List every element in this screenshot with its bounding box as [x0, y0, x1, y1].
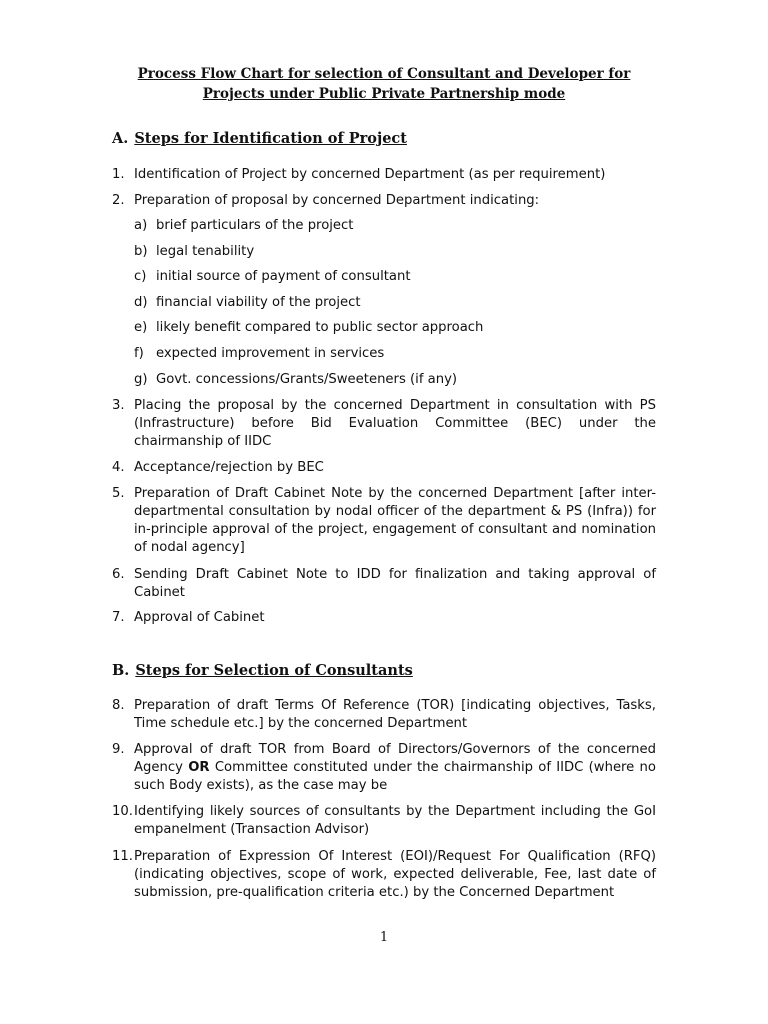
section-b-title: Steps for Selection of Consultants [135, 662, 413, 679]
list-item: 11. Preparation of Expression Of Interest (EOI)/Request For Qualification (RFQ) (indicating objectives, scope of work, expected deliverable, Fee, last date of submission, pre-qualification criteria etc.) by the Concerned Department [112, 849, 656, 900]
list-item: 3. Placing the proposal by the concerned Department in consultation with PS (Infrastructure) before Bid Evaluation Committee (BEC) under the chairmanship of IIDC [112, 398, 656, 449]
sub-item: c) initial source of payment of consultant [134, 269, 411, 284]
list-item: 4. Acceptance/rejection by BEC [112, 460, 324, 475]
title-line-1: Process Flow Chart for selection of Consultant and Developer for [137, 66, 631, 82]
title-line-2: Projects under Public Private Partnership mode [202, 86, 566, 102]
section-a-heading [112, 130, 407, 147]
list-item: 9. Approval of draft TOR from Board of Directors/Governors of the concerned Agency OR Committee constituted under the chairmanship of IIDC (where no such Body exists), as the case may be [112, 742, 656, 793]
sub-item: b) legal tenability [134, 244, 255, 259]
sub-item: a) brief particulars of the project [134, 218, 354, 233]
list-item: 8. Preparation of draft Terms Of Reference (TOR) [indicating objectives, Tasks, Time schedule etc.] by the concerned Department [112, 698, 656, 731]
section-b-heading [112, 662, 413, 679]
sub-item: e) likely benefit compared to public sector approach [134, 320, 484, 335]
page-number: 1 [379, 930, 389, 945]
document-title [100, 64, 668, 104]
list-item: 1. Identification of Project by concerned Department (as per requirement) [112, 167, 606, 182]
list-item: 6. Sending Draft Cabinet Note to IDD for finalization and taking approval of Cabinet [112, 567, 656, 600]
list-item: 2. Preparation of proposal by concerned Department indicating: [112, 193, 540, 208]
section-a-title: Steps for Identification of Project [134, 130, 407, 147]
sub-item: d) financial viability of the project [134, 295, 361, 310]
list-item: 10. Identifying likely sources of consultants by the Department including the GoI empanelment (Transaction Advisor) [112, 804, 656, 837]
sub-item: g) Govt. concessions/Grants/Sweeteners (if any) [134, 372, 458, 387]
section-a-letter: A. [112, 130, 129, 147]
list-item: 5. Preparation of Draft Cabinet Note by the concerned Department [after inter-departmental consultation by nodal officer of the department & PS (Infra)) for in-principle approval of the project, engagement of consultant and nomination of nodal agency] [112, 486, 656, 555]
section-b-letter: B. [112, 662, 130, 679]
list-item: 7. Approval of Cabinet [112, 610, 265, 625]
sub-item: f) expected improvement in services [134, 346, 385, 361]
